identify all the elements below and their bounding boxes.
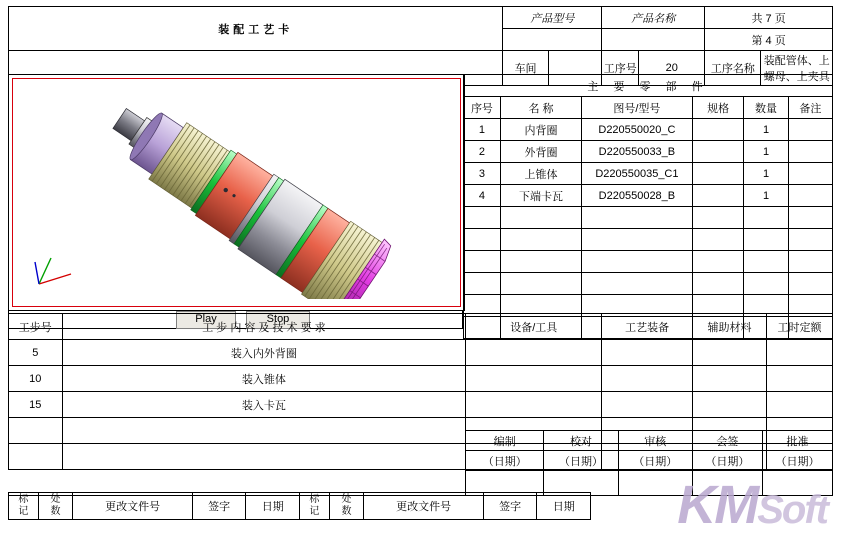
product-name-value[interactable] — [602, 29, 705, 51]
parts-cell-no: 4 — [464, 185, 501, 207]
parts-cell-remark — [788, 163, 832, 185]
steps-cell-content: 装入内外背圈 — [62, 340, 466, 366]
parts-cell-no: 1 — [464, 119, 501, 141]
revision-col-date-2: 日期 — [537, 493, 591, 520]
parts-cell-drawing — [582, 251, 693, 273]
steps-col-time: 工时定额 — [767, 314, 833, 340]
parts-cell-spec — [692, 141, 744, 163]
parts-cell-qty: 1 — [744, 163, 788, 185]
steps-cell-no: 10 — [9, 366, 63, 392]
parts-cell-spec — [692, 229, 744, 251]
parts-col-drawing: 图号/型号 — [582, 97, 693, 119]
axis-triad-icon — [31, 252, 77, 292]
parts-cell-drawing: D220550035_C1 — [582, 163, 693, 185]
parts-cell-name — [500, 229, 581, 251]
parts-cell-no — [464, 273, 501, 295]
steps-cell-time — [767, 392, 833, 418]
steps-col-tooling: 工艺装备 — [602, 314, 693, 340]
table-row[interactable] — [464, 185, 833, 207]
revision-col-sign-2: 签字 — [483, 493, 537, 520]
parts-cell-remark — [788, 273, 832, 295]
signoff-label-check: 校对 — [544, 431, 618, 451]
signoff-date-review: （日期） — [618, 451, 692, 471]
steps-cell-equipment — [466, 392, 602, 418]
signoff-label-review: 审核 — [618, 431, 692, 451]
parts-cell-drawing: D220550033_B — [582, 141, 693, 163]
parts-cell-no — [464, 229, 501, 251]
steps-cell-material — [692, 340, 766, 366]
signoff-label-approve: 批准 — [762, 431, 832, 451]
parts-cell-no: 3 — [464, 163, 501, 185]
table-row[interactable] — [464, 141, 833, 163]
steps-cell-tooling — [602, 366, 693, 392]
revision-col-date: 日期 — [246, 493, 300, 520]
steps-cell-material — [692, 366, 766, 392]
parts-cell-qty: 1 — [744, 141, 788, 163]
parts-cell-name: 下端卡瓦 — [500, 185, 581, 207]
page-current: 第 4 页 — [705, 29, 833, 51]
parts-section-title: 主 要 零 部 件 — [464, 75, 833, 97]
signoff-date-prepare: （日期） — [466, 451, 544, 471]
steps-col-content: 工 步 内 容 及 技 术 要 求 — [62, 314, 466, 340]
product-name-label: 产品名称 — [602, 7, 705, 29]
parts-cell-qty — [744, 251, 788, 273]
table-row[interactable] — [9, 340, 833, 366]
parts-cell-name — [500, 207, 581, 229]
table-row[interactable] — [464, 273, 833, 295]
parts-cell-remark — [788, 207, 832, 229]
revision-col-changedoc-2: 更改文件号 — [364, 493, 484, 520]
process-no-value[interactable]: 20 — [639, 51, 705, 86]
process-name-value[interactable]: 装配管体、上螺母、上夹具 — [763, 55, 830, 83]
parts-cell-remark — [788, 119, 832, 141]
steps-col-material: 辅助材料 — [692, 314, 766, 340]
parts-cell-drawing — [582, 207, 693, 229]
steps-cell-material — [692, 392, 766, 418]
steps-cell-time — [767, 366, 833, 392]
parts-cell-drawing — [582, 229, 693, 251]
assembly-3d-model — [73, 99, 403, 299]
parts-cell-name — [500, 251, 581, 273]
steps-col-equipment: 设备/工具 — [466, 314, 602, 340]
product-model-label: 产品型号 — [503, 7, 602, 29]
parts-col-spec: 规格 — [692, 97, 744, 119]
steps-col-no: 工步号 — [9, 314, 63, 340]
process-no-label: 工序号 — [602, 51, 639, 86]
parts-col-name: 名 称 — [500, 97, 581, 119]
revision-blank-cell — [591, 493, 833, 520]
process-name-label: 工序名称 — [705, 51, 761, 85]
steps-cell-equipment — [466, 340, 602, 366]
parts-cell-no — [464, 251, 501, 273]
parts-cell-spec — [692, 207, 744, 229]
table-row[interactable] — [464, 119, 833, 141]
signoff-label-prepare: 编制 — [466, 431, 544, 451]
parts-cell-name — [500, 273, 581, 295]
main-parts-table — [463, 74, 833, 339]
parts-col-remark: 备注 — [788, 97, 832, 119]
revision-col-mark: 标 记 — [9, 493, 39, 520]
stop-button[interactable]: Stop — [246, 311, 310, 329]
parts-cell-spec — [692, 163, 744, 185]
parts-cell-no — [464, 207, 501, 229]
steps-cell-equipment — [466, 366, 602, 392]
parts-cell-spec — [692, 185, 744, 207]
revision-col-mark-2: 标 记 — [300, 493, 330, 520]
parts-col-no: 序号 — [464, 97, 501, 119]
table-row[interactable] — [464, 251, 833, 273]
parts-cell-spec — [692, 273, 744, 295]
parts-cell-remark — [788, 251, 832, 273]
workshop-label: 车间 — [503, 51, 548, 86]
table-row[interactable] — [464, 207, 833, 229]
parts-cell-name: 上锥体 — [500, 163, 581, 185]
product-model-value[interactable] — [503, 29, 602, 51]
document-header — [8, 6, 833, 83]
signoff-label-countersign: 会签 — [692, 431, 762, 451]
steps-cell-tooling — [602, 340, 693, 366]
parts-cell-qty: 1 — [744, 119, 788, 141]
model-viewer-frame[interactable] — [12, 78, 461, 307]
steps-cell-no: 15 — [9, 392, 63, 418]
parts-cell-qty — [744, 229, 788, 251]
parts-cell-remark — [788, 229, 832, 251]
page-total: 共 7 页 — [705, 7, 833, 29]
play-button[interactable]: Play — [176, 311, 236, 329]
parts-cell-qty — [744, 273, 788, 295]
parts-cell-drawing: D220550028_B — [582, 185, 693, 207]
parts-cell-remark — [788, 185, 832, 207]
signoff-date-countersign: （日期） — [692, 451, 762, 471]
revision-col-changedoc: 更改文件号 — [73, 493, 193, 520]
parts-cell-name: 外背圈 — [500, 141, 581, 163]
steps-cell-tooling — [602, 392, 693, 418]
signoff-date-check: （日期） — [544, 451, 618, 471]
revision-col-sign: 签字 — [192, 493, 246, 520]
table-row[interactable] — [464, 163, 833, 185]
steps-cell-no: 5 — [9, 340, 63, 366]
steps-cell-content: 装入卡瓦 — [62, 392, 466, 418]
signoff-table — [8, 430, 833, 496]
parts-cell-qty — [744, 207, 788, 229]
parts-cell-spec — [692, 119, 744, 141]
steps-cell-time — [767, 340, 833, 366]
steps-cell-content: 装入锥体 — [62, 366, 466, 392]
revision-block — [8, 492, 833, 520]
watermark-sub: Soft — [757, 488, 827, 532]
revision-col-count-2: 处 数 — [329, 493, 364, 520]
table-row[interactable] — [9, 366, 833, 392]
model-viewer-panel[interactable] — [8, 74, 465, 311]
parts-cell-drawing: D220550020_C — [582, 119, 693, 141]
parts-col-qty: 数量 — [744, 97, 788, 119]
signoff-date-approve: （日期） — [762, 451, 832, 471]
parts-cell-drawing — [582, 273, 693, 295]
parts-cell-qty: 1 — [744, 185, 788, 207]
parts-cell-no: 2 — [464, 141, 501, 163]
page-title: 装配工艺卡 — [9, 7, 503, 51]
parts-cell-name: 内背圈 — [500, 119, 581, 141]
watermark-main: KM — [677, 475, 758, 535]
parts-cell-spec — [692, 251, 744, 273]
table-row[interactable] — [464, 229, 833, 251]
revision-col-count: 处 数 — [38, 493, 73, 520]
table-row[interactable] — [9, 392, 833, 418]
parts-cell-remark — [788, 141, 832, 163]
